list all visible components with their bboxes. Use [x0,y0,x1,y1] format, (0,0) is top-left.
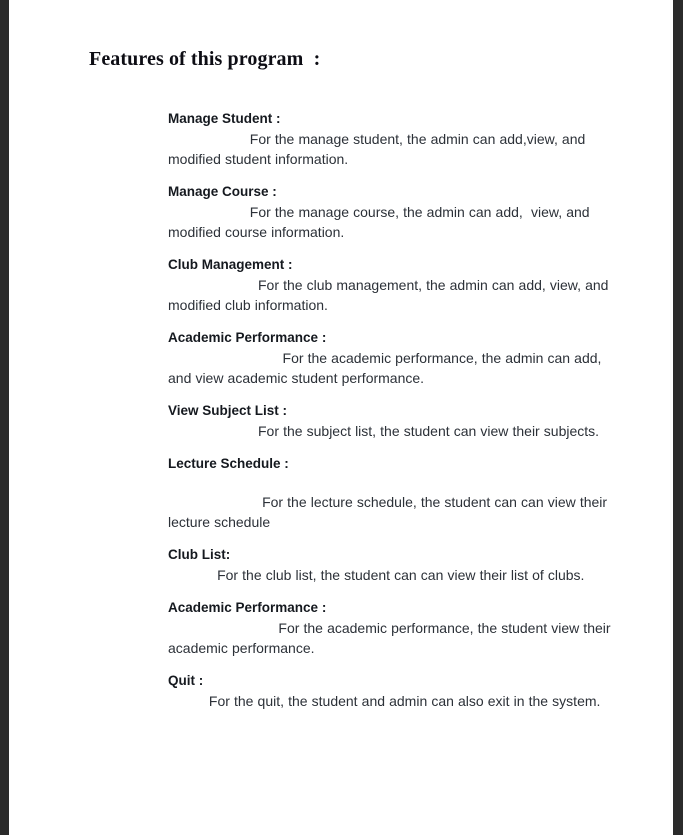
feature-heading-academic-performance-admin: Academic Performance : [168,330,327,345]
feature-section [9,256,673,315]
feature-description-club-list: For the club list, the student can can view their list of clubs. [168,567,585,583]
feature-section [9,110,673,169]
feature-section [9,599,673,658]
feature-description-academic-performance-student: For the academic performance, the student view their academic performance. [168,620,615,656]
feature-heading-manage-course: Manage Course : [168,184,277,199]
feature-section [9,183,673,242]
feature-heading-manage-student: Manage Student : [168,111,281,126]
feature-heading-view-subject-list: View Subject List : [168,403,288,418]
feature-heading-club-list: Club List: [168,547,231,562]
feature-description-club-management: For the club management, the admin can add, view, and modified club information. [168,277,613,313]
feature-section [9,402,673,441]
feature-description-manage-student: For the manage student, the admin can add,view, and modified student information. [168,131,590,167]
feature-section [9,455,673,532]
feature-section [9,546,673,585]
features-list [9,110,673,725]
feature-description-quit: For the quit, the student and admin can also exit in the system. [168,693,601,709]
feature-heading-lecture-schedule: Lecture Schedule : [168,456,289,471]
feature-description-manage-course: For the manage course, the admin can add, view, and modified course information. [168,204,594,240]
feature-description-academic-performance-admin: For the academic performance, the admin can add, and view academic student performance. [168,350,606,386]
feature-section [9,329,673,388]
feature-description-lecture-schedule: For the lecture schedule, the student can can view their lecture schedule [168,494,612,530]
feature-description-view-subject-list: For the subject list, the student can view their subjects. [168,423,600,439]
page-title: Features of this program : [89,48,321,70]
document-page [9,0,673,835]
feature-section [9,672,673,711]
feature-heading-academic-performance-student: Academic Performance : [168,600,327,615]
feature-heading-club-management: Club Management : [168,257,293,272]
feature-heading-quit: Quit : [168,673,204,688]
